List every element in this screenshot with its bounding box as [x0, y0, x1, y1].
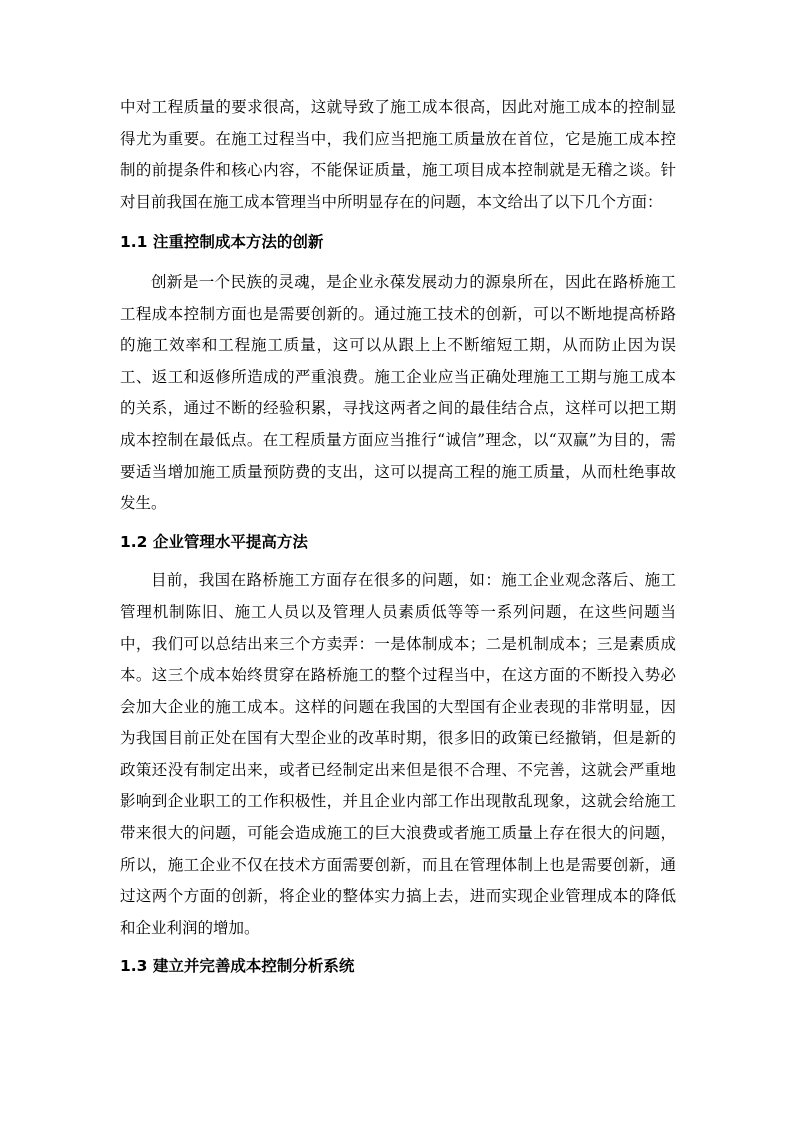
section-paragraph-1-1: 创新是一个民族的灵魂，是企业永葆发展动力的源泉所在，因此在路桥施工工程成本控制方面也是需要创新的。通过施工技术的创新，可以不断地提高桥路的施工效率和工程施工质量，这可以从跟上上不断缩短工期，从而防止因为误工、返工和返修所造成的严重浪费。施工企业应当正确处理施工工期与施工成本的关系，通过不断的经验积累，寻找这两者之间的最佳结合点，这样可以把工期成本控制在最低点。在工程质量方面应当推行“诚信”理念，以“双赢”为目的，需要适当增加施工质量预防费的支出，这可以提高工程的施工质量，从而杜绝事故发生。 [120, 272, 676, 513]
section-heading-1-2: 1.2 企业管理水平提高方法 [120, 532, 308, 551]
section-heading-1-1: 1.1 注重控制成本方法的创新 [120, 233, 324, 252]
intro-paragraph: 中对工程质量的要求很高，这就导致了施工成本很高，因此对施工成本的控制显得尤为重要。在施工过程当中，我们应当把施工质量放在首位，它是施工成本控制的前提条件和核心内容，不能保证质量，施工项目成本控制就是无稽之谈。针对目前我国在施工成本管理当中所明显存在的问题，本文给出了以下几个方面： [120, 98, 676, 211]
section-paragraph-1-2: 目前，我国在路桥施工方面存在很多的问题，如：施工企业观念落后、施工管理机制陈旧、施工人员以及管理人员素质低等等一系列问题，在这些问题当中，我们可以总结出来三个方卖弄：一是体制成本；二是机制成本；三是素质成本。这三个成本始终贯穿在路桥施工的整个过程当中，在这方面的不断投入势必会加大企业的施工成本。这样的问题在我国的大型国有企业表现的非常明显，因为我国目前正处在国有大型企业的改革时期，很多旧的政策已经撤销，但是新的政策还没有制定出来，或者已经制定出来但是很不合理、不完善，这就会严重地影响到企业职工的工作积极性，并且企业内部工作出现散乱现象，这就会给施工带来很大的问题，可能会造成施工的巨大浪费或者施工质量上存在很大的问题，所以，施工企业不仅在技术方面需要创新，而且在管理体制上也是需要创新，通过这两个方面的创新，将企业的整体实力搞上去，进而实现企业管理成本的降低和企业利润的增加。 [120, 571, 676, 937]
document-body [120, 92, 676, 983]
section-heading-1-3: 1.3 建立并完善成本控制分析系统 [120, 957, 355, 976]
